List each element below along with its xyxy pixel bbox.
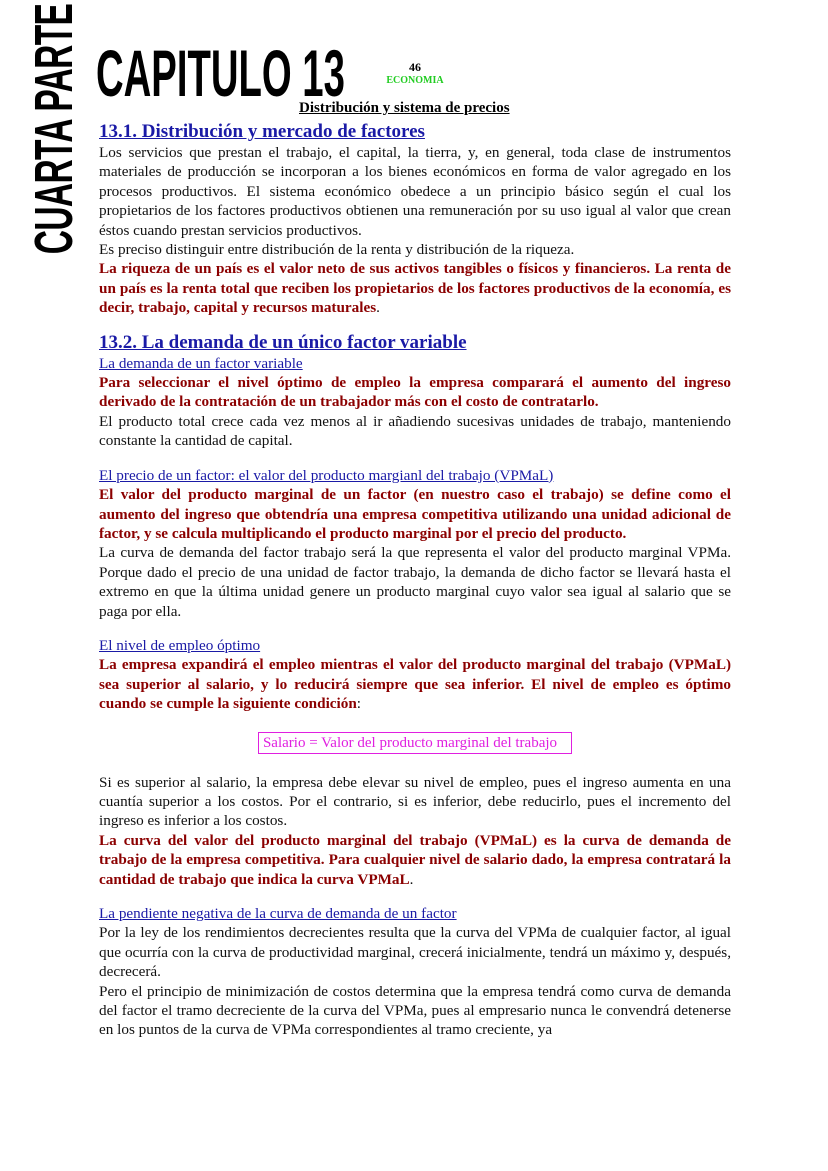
paragraph: Los servicios que prestan el trabajo, el capital, la tierra, y, en general, toda clase de instrumentos materiales de producción se incorporan a los bienes económicos en forma de valor agregado en los procesos productivos. El sistema económico obedece a un principio básico según el cual los propietarios de los factores productivos obtienen una remuneración por su uso igual al valor que crean éstos cuando prestan servicios productivos. [99,144,731,239]
subheading-factor-demand: La demanda de un factor variable [99,354,303,372]
paragraph [99,655,731,713]
side-part-text: CUARTA PARTE [24,3,84,255]
subheading-negative-slope: La pendiente negativa de la curva de demanda de un factor [99,905,457,922]
paragraph: El producto total crece cada vez menos al ir añadiendo sucesivas unidades de trabajo, manteniendo constante la cantidad de capital. [99,412,731,450]
paragraph: La curva de demanda del factor trabajo será la que representa el valor del producto marginal VPMa. Porque dado el precio de una unidad de factor trabajo, la demanda de dicho factor se llevará hasta el extremo en que la última unidad genere un producto marginal cuyo valor sea igual al salario que se paga por ella. [99,544,731,620]
punctuation: . [376,299,380,317]
chapter-title-text: CAPITULO 13 [96,36,345,110]
section-heading-13-1: 13.1. Distribución y mercado de factores [99,121,425,142]
section-name: ECONOMIA [386,75,444,86]
bold-definition: La empresa expandirá el empleo mientras el valor del producto marginal del trabajo (VPMaL) sea superior al salario, y lo reducirá siempre que sea inferior. El nivel de empleo es óptimo cuando se cumple la siguiente condición [99,656,731,713]
paragraph [99,259,731,317]
subheading-optimal-employment: El nivel de empleo óptimo [99,636,261,654]
punctuation: . [409,870,414,888]
section-heading-13-2: 13.2. La demanda de un único factor variable [99,331,467,353]
paragraph [99,831,731,889]
paragraph: Si es superior al salario, la empresa debe elevar su nivel de empleo, pues el ingreso aumenta en una cuantía superior a los costos. Por el contrario, si es inferior, debe reducirlo, pues el incremento del ingreso es inferior a los costos. [99,773,731,830]
paragraph: Es preciso distinguir entre distribución de la renta y distribución de la riqueza. [99,241,575,259]
page-content [99,121,731,1040]
punctuation: : [356,695,362,713]
subheading-factor-price: El precio de un factor: el valor del producto margianl del trabajo (VPMaL) [99,466,554,484]
bold-definition: El valor del producto marginal de un factor (en nuestro caso el trabajo) se define como el aumento del ingreso que obtendría una empresa competitiva utilizando una unidad adicional de factor, y se calcula multiplicando el producto marginal por el precio del producto. [99,486,731,542]
chapter-subtitle: Distribución y sistema de precios [299,100,510,116]
side-part-label [24,3,84,255]
formula-row [99,732,731,754]
bold-definition: La riqueza de un país es el valor neto de sus activos tangibles o físicos y financieros. La renta de un país es la renta total que reciben los propietarios de los factores productivos de la economía, es decir, trabajo, capital y recursos maturales [99,260,731,317]
bold-definition: Para seleccionar el nivel óptimo de empleo la empresa comparará el aumento del ingreso derivado de la contratación de un trabajador más con el costo de contratarlo. [99,374,731,411]
page-number: 46 [409,60,421,74]
chapter-title [96,36,345,110]
paragraph: Por la ley de los rendimientos decrecientes resulta que la curva del VPMa de cualquier factor, al igual que ocurría con la curva de productividad marginal, crecerá inicialmente, tendrá un máximo y, después, decrecerá. [99,924,731,981]
bold-definition: La curva del valor del producto marginal del trabajo (VPMaL) es la curva de demanda de trabajo de la empresa competitiva. Para cualquier nivel de salario dado, la empresa contratará la cantidad de trabajo que indica la curva VPMaL [99,831,731,888]
formula-box: Salario = Valor del producto marginal del trabajo [258,732,572,754]
paragraph: Pero el principio de minimización de costos determina que la empresa tendrá como curva de demanda del factor el tramo decreciente de la curva del VPMa, pues al empresario nunca le convendrá detenerse en los puntos de la curva de VPMa correspondientes al tramo creciente, ya [99,982,731,1039]
